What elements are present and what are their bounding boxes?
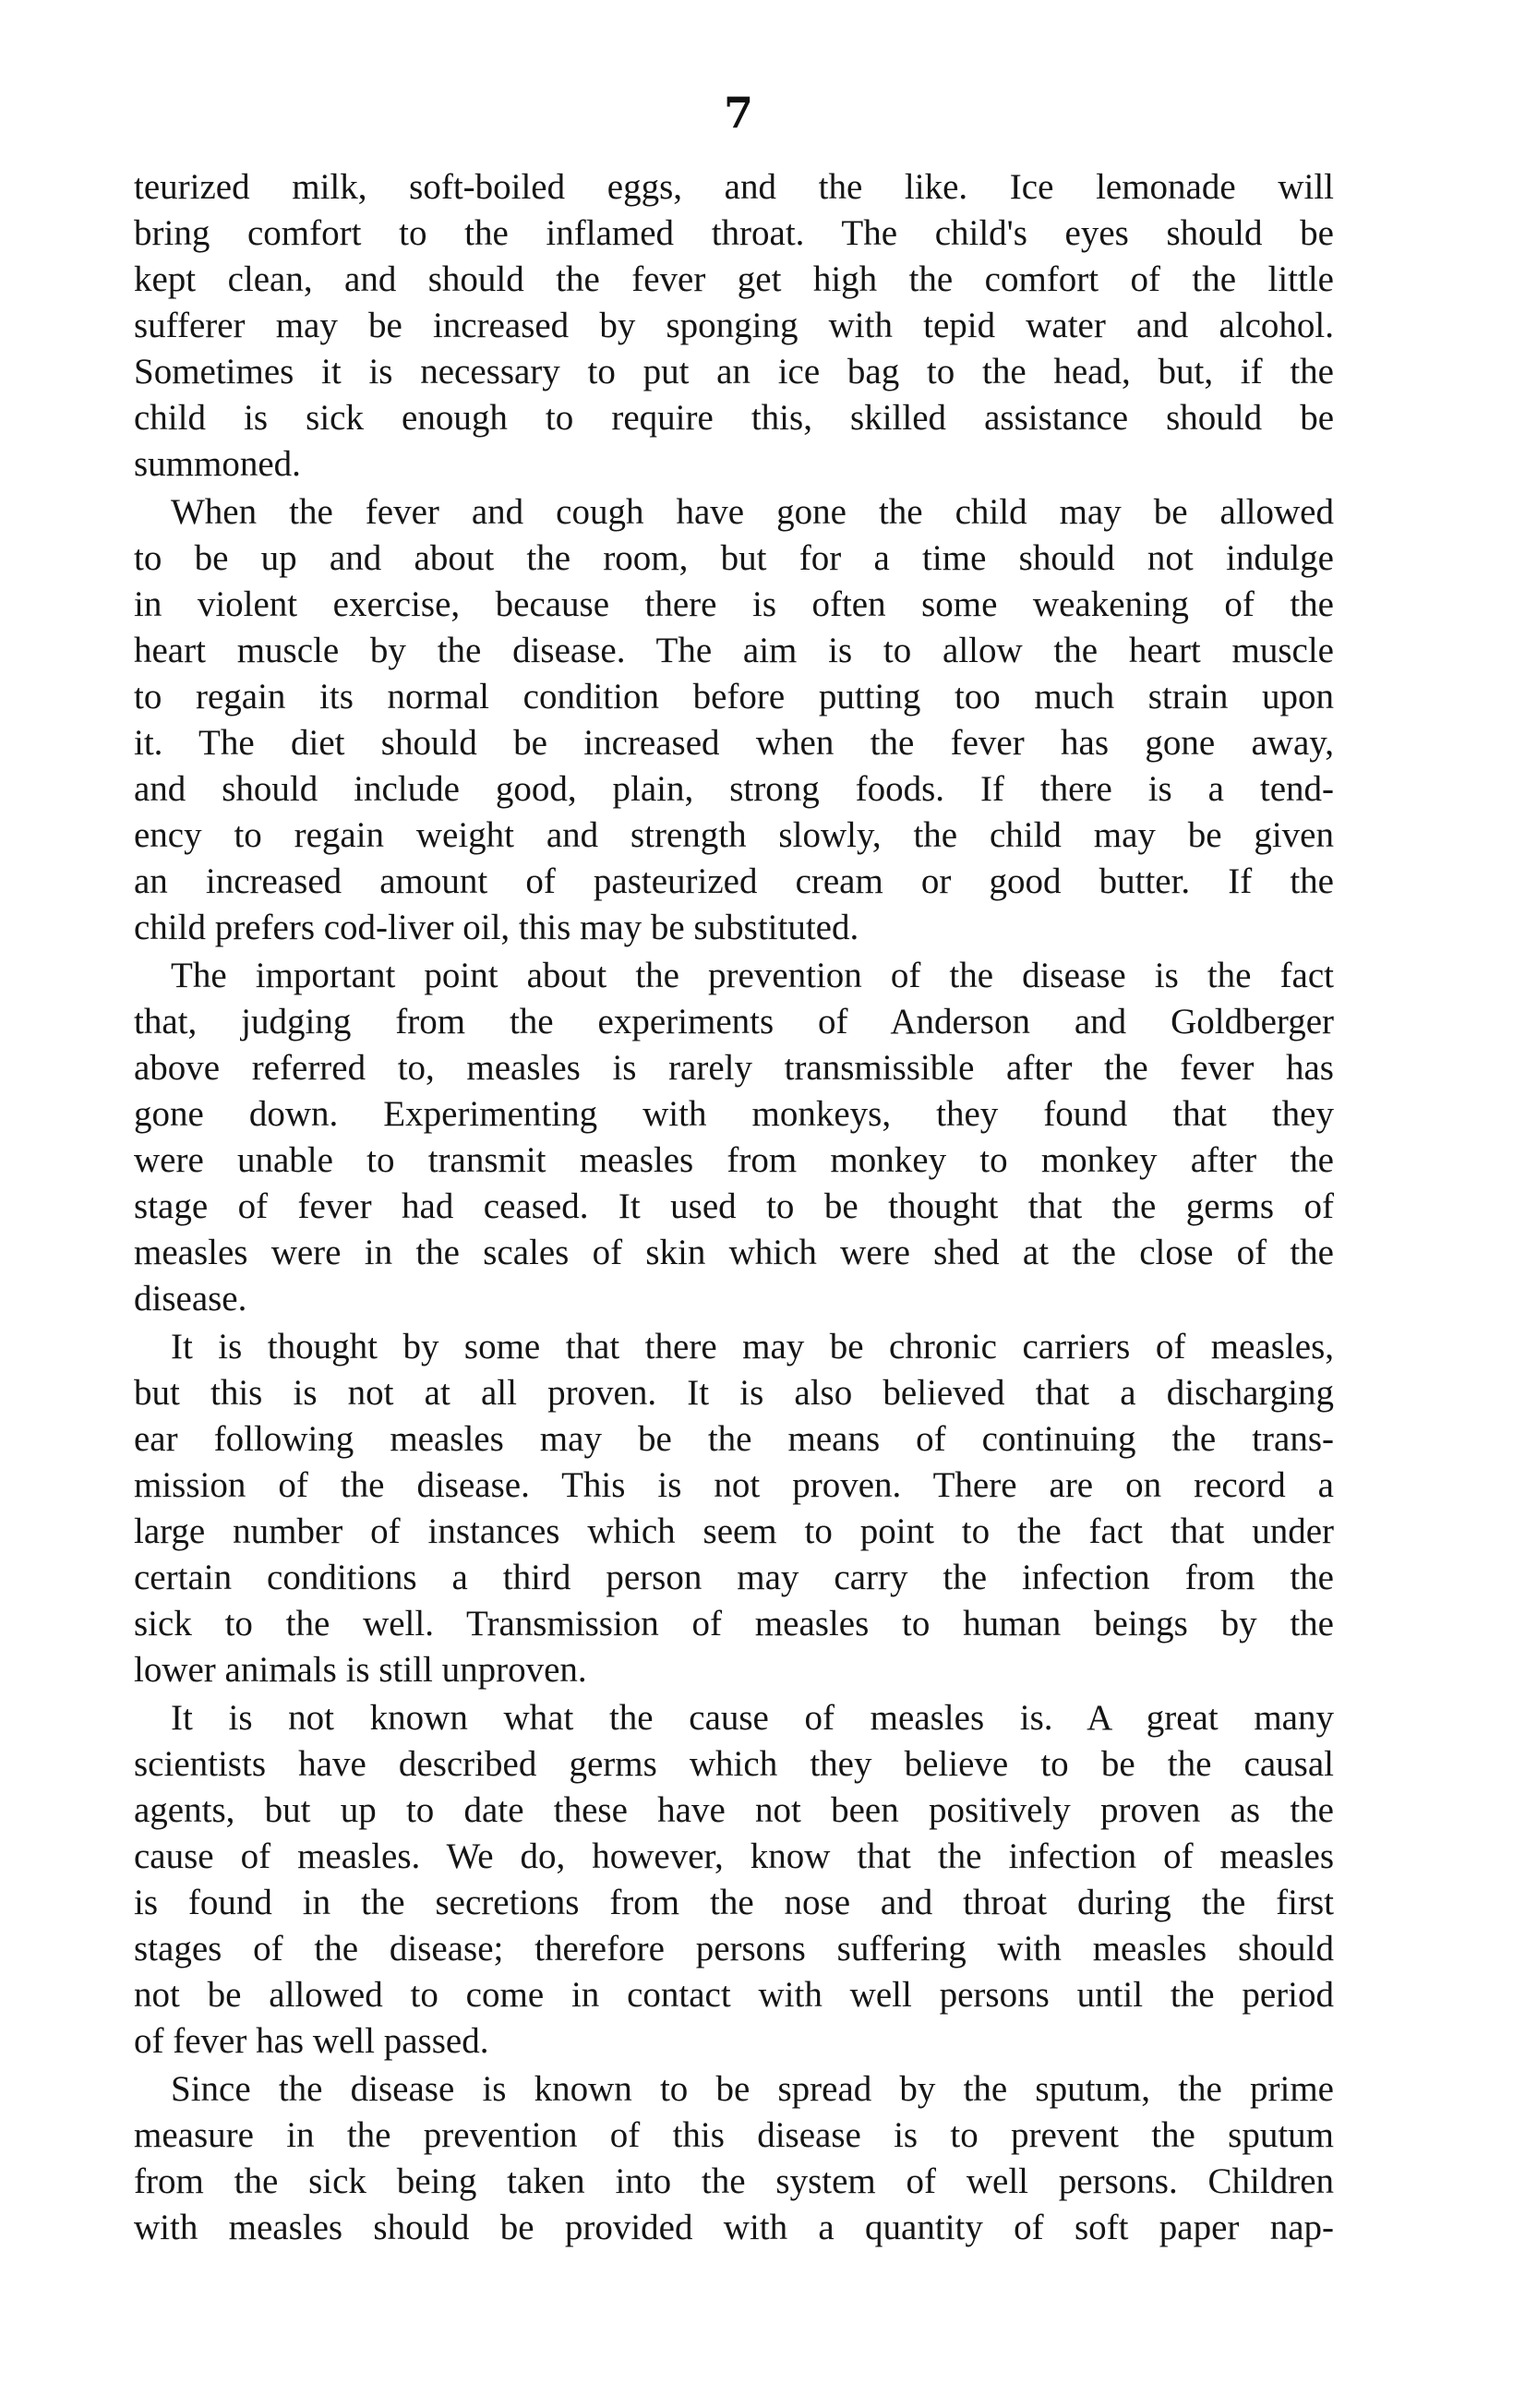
paragraph	[134, 489, 1334, 951]
body-text	[134, 164, 1334, 2253]
text-line: ency to regain weight and strength slowly, the child may be given	[134, 815, 1334, 855]
text-line: disease.	[134, 1279, 247, 1318]
text-line: it. The diet should be increased when the fever has gone away,	[134, 723, 1334, 763]
text-line: ear following measles may be the means of continuing the trans-	[134, 1419, 1334, 1459]
text-line: is found in the secretions from the nose and throat during the first	[134, 1883, 1334, 1922]
text-line: measure in the prevention of this disease is to prevent the sputum	[134, 2115, 1334, 2155]
text-line: child prefers cod-liver oil, this may be substituted.	[134, 908, 859, 947]
text-line: of fever has well passed.	[134, 2021, 489, 2061]
text-line: It is not known what the cause of measles is. A great many	[171, 1698, 1334, 1738]
text-line: stage of fever had ceased. It used to be thought that the germs of	[134, 1186, 1334, 1226]
text-line: The important point about the prevention of the disease is the fact	[171, 956, 1334, 995]
text-line: summoned.	[134, 444, 301, 484]
text-line: sick to the well. Transmission of measles to human beings by the	[134, 1604, 1334, 1643]
text-line: Sometimes it is necessary to put an ice bag to the head, but, if the	[134, 352, 1334, 391]
text-line: and should include good, plain, strong foods. If there is a tend-	[134, 769, 1334, 809]
text-line: stages of the disease; therefore persons suffering with measles should	[134, 1929, 1334, 1969]
text-line: sufferer may be increased by sponging with tepid water and alcohol.	[134, 306, 1334, 345]
text-line: child is sick enough to require this, skilled assistance should be	[134, 398, 1334, 438]
text-line: were unable to transmit measles from monkey to monkey after the	[134, 1140, 1334, 1180]
text-line: large number of instances which seem to point to the fact that under	[134, 1511, 1334, 1551]
text-line: It is thought by some that there may be chronic carriers of measles,	[171, 1327, 1334, 1367]
paragraph	[134, 953, 1334, 1322]
text-line: above referred to, measles is rarely transmissible after the fever has	[134, 1048, 1334, 1088]
text-line: certain conditions a third person may carry the infection from the	[134, 1558, 1334, 1597]
text-line: scientists have described germs which they believe to be the causal	[134, 1744, 1334, 1784]
text-line: kept clean, and should the fever get high the comfort of the little	[134, 259, 1334, 299]
text-line: an increased amount of pasteurized cream or good butter. If the	[134, 861, 1334, 901]
paragraph	[134, 1324, 1334, 1693]
text-line: agents, but up to date these have not been positively proven as the	[134, 1790, 1334, 1830]
text-line: cause of measles. We do, however, know that the infection of measles	[134, 1836, 1334, 1876]
text-line: that, judging from the experiments of Anderson and Goldberger	[134, 1002, 1334, 1041]
text-line: heart muscle by the disease. The aim is to allow the heart muscle	[134, 631, 1334, 670]
text-line: measles were in the scales of skin which were shed at the close of the	[134, 1233, 1334, 1272]
text-line: with measles should be provided with a quantity of soft paper nap-	[134, 2208, 1334, 2247]
text-line: to be up and about the room, but for a time should not indulge	[134, 538, 1334, 578]
text-line: in violent exercise, because there is often some weakening of the	[134, 584, 1334, 624]
text-line: When the fever and cough have gone the child may be allowed	[171, 492, 1334, 532]
paragraph	[134, 1695, 1334, 2065]
page-number: 7	[723, 88, 753, 138]
paragraph	[134, 2066, 1334, 2251]
text-line: gone down. Experimenting with monkeys, they found that they	[134, 1094, 1334, 1134]
text-line: lower animals is still unproven.	[134, 1650, 587, 1690]
text-line: not be allowed to come in contact with well persons until the period	[134, 1975, 1334, 2015]
paragraph	[134, 164, 1334, 488]
text-line: teurized milk, soft-boiled eggs, and the like. Ice lemonade will	[134, 167, 1334, 207]
text-line: mission of the disease. This is not proven. There are on record a	[134, 1465, 1334, 1505]
text-line: Since the disease is known to be spread by the sputum, the prime	[171, 2069, 1334, 2109]
text-line: but this is not at all proven. It is also believed that a discharging	[134, 1373, 1334, 1413]
text-line: bring comfort to the inflamed throat. The child's eyes should be	[134, 213, 1334, 253]
text-line: from the sick being taken into the system of well persons. Children	[134, 2161, 1334, 2201]
text-line: to regain its normal condition before putting too much strain upon	[134, 677, 1334, 716]
